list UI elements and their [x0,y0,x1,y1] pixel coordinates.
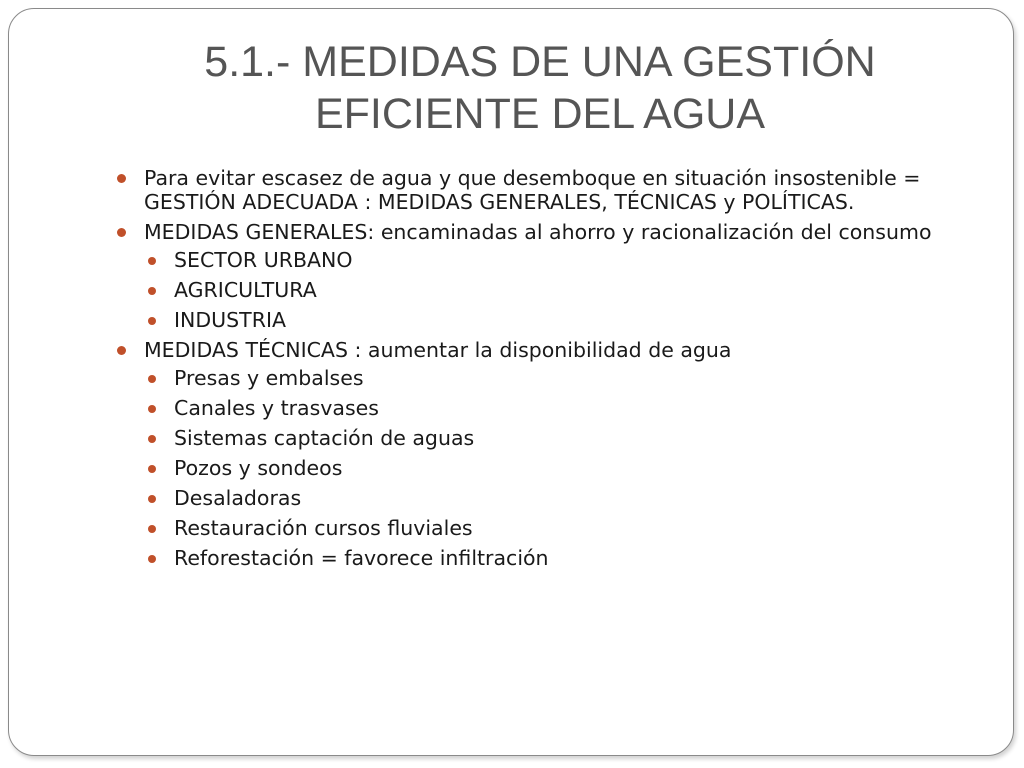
sub-item-text: Presas y embalses [174,366,364,390]
bullet-item-intro [114,166,964,214]
bullet-dot-icon [148,257,156,265]
bullet-dot-icon [148,465,156,473]
bullet-item-medidas-tecnicas [114,338,964,570]
bullet-dot-icon [117,228,126,237]
slide-content [114,166,964,576]
sub-item [144,426,964,450]
sub-item [144,456,964,480]
bullet-dot-icon [148,435,156,443]
bullet-dot-icon [148,405,156,413]
bullet-dot-icon [148,287,156,295]
medidas-tecnicas-label: MEDIDAS TÉCNICAS : aumentar la disponibilidad de agua [144,338,732,362]
sub-item-text: AGRICULTURA [174,278,317,302]
sub-item-text: SECTOR URBANO [174,248,353,272]
intro-line-1: Para evitar escasez de agua y que desemboque en situación insostenible = [144,166,921,190]
sub-item [144,486,964,510]
sub-item-text: Reforestación = favorece infiltración [174,546,549,570]
sub-item [144,366,964,390]
sub-item-text: Pozos y sondeos [174,456,343,480]
bullet-list [114,166,964,570]
sub-item-text: Restauración cursos fluviales [174,516,473,540]
sub-item-text: INDUSTRIA [174,308,287,332]
sub-item-text: Sistemas captación de aguas [174,426,475,450]
sub-list-generales [144,248,964,332]
bullet-dot-icon [148,555,156,563]
sub-item [144,248,964,272]
sub-item-text: Desaladoras [174,486,302,510]
sub-item [144,278,964,302]
slide-title-line-2: EFICIENTE DEL AGUA [314,90,765,138]
sub-item [144,396,964,420]
slide-title-line-1: 5.1.- MEDIDAS DE UNA GESTIÓN [204,38,876,86]
sub-item [144,516,964,540]
sub-item [144,546,964,570]
bullet-dot-icon [117,346,126,355]
bullet-item-medidas-generales [114,220,964,332]
bullet-dot-icon [148,317,156,325]
sub-item [144,308,964,332]
sub-list-tecnicas [144,366,964,570]
intro-line-2: GESTIÓN ADECUADA : MEDIDAS GENERALES, TÉCNICAS y POLÍTICAS. [144,190,855,214]
bullet-dot-icon [148,495,156,503]
sub-item-text: Canales y trasvases [174,396,379,420]
slide-title [180,36,900,140]
bullet-dot-icon [148,375,156,383]
medidas-generales-label: MEDIDAS GENERALES: encaminadas al ahorro y racionalización del consumo [144,220,932,244]
bullet-dot-icon [117,174,126,183]
bullet-dot-icon [148,525,156,533]
